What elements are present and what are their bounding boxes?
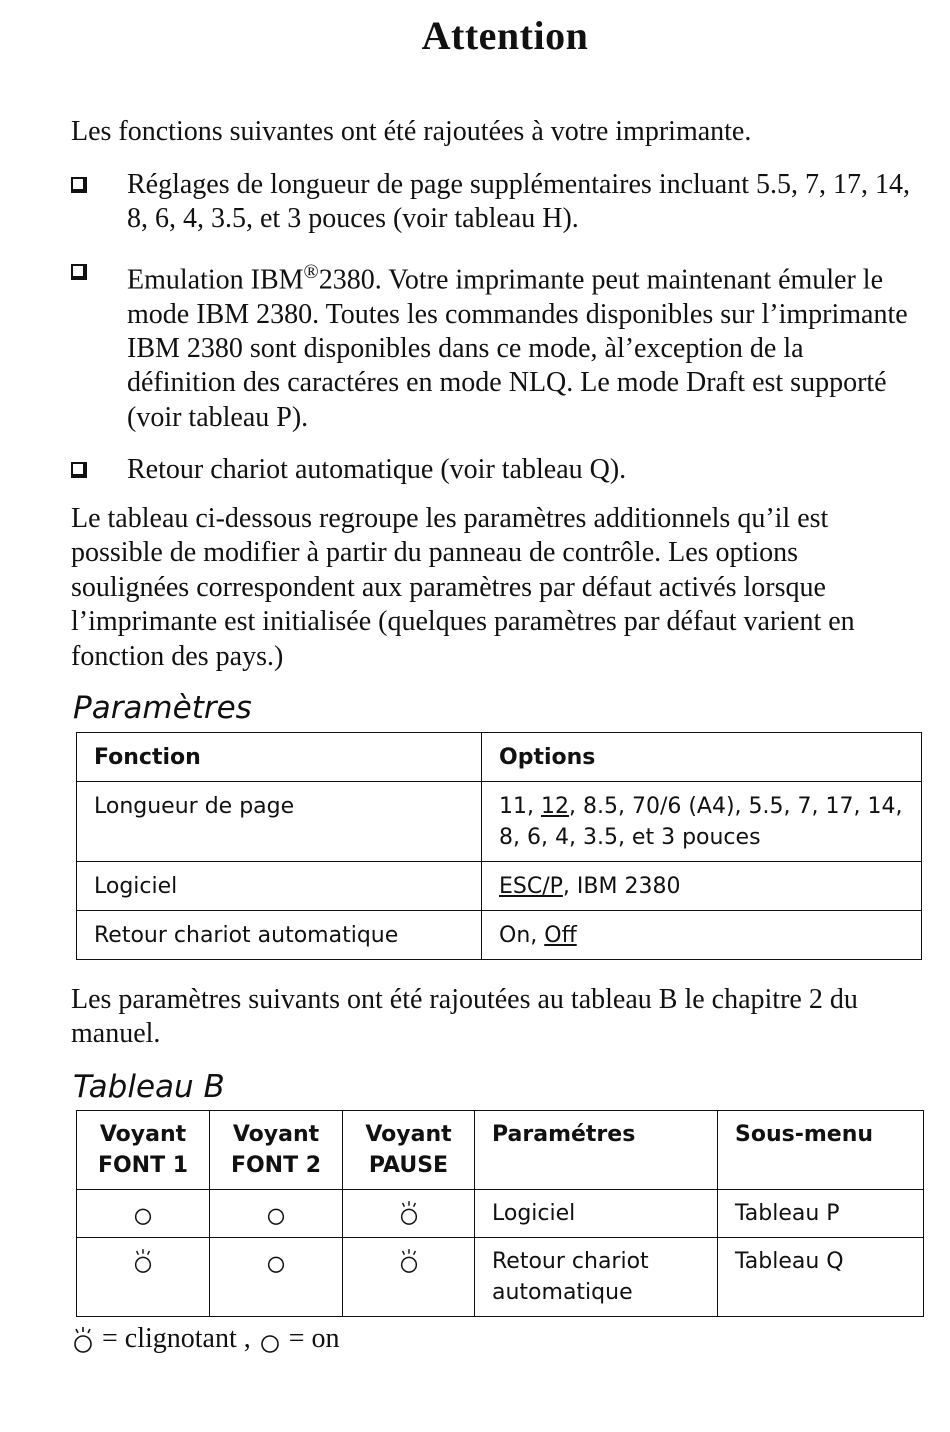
- cell-font2: [210, 1238, 343, 1317]
- option-text: , IBM 2380: [562, 874, 681, 899]
- list-item: [71, 453, 916, 487]
- feature-list: [71, 168, 916, 506]
- list-item: [71, 255, 916, 435]
- table-header-row: [77, 1111, 924, 1190]
- table-header-row: [77, 733, 922, 782]
- cell-fonction: Retour chariot automatique: [77, 911, 482, 960]
- table-row: [77, 1238, 924, 1317]
- column-header-sous-menu: Sous-menu: [718, 1111, 924, 1190]
- column-header-font1: [77, 1111, 210, 1190]
- cell-parametre: Retour chariot automatique: [475, 1238, 718, 1317]
- parametres-caption: Paramètres: [73, 690, 252, 726]
- option-text: 11,: [499, 794, 541, 819]
- header-line: FONT 2: [230, 1153, 322, 1178]
- option-text: On,: [499, 923, 545, 948]
- column-header-pause: [343, 1111, 475, 1190]
- table-row: [77, 1190, 924, 1238]
- cell-fonction: Logiciel: [77, 862, 482, 911]
- on-icon: [265, 1200, 287, 1228]
- cell-options: [482, 862, 922, 911]
- option-text: , 8.5, 70/6 (A4), 5.5, 7, 17, 14, 8, 6, 4, 3.5, et 3 pouces: [499, 794, 903, 850]
- list-item-text: 2380. Votre imprimante peut maintenant émuler le mode IBM 2380. Toutes les commandes disponibles sur l’imprimante IBM 2380 sont disponibles dans ce mode, àl’exception de la définition des caractéres en mode NLQ. Le mode Draft est supporté (voir tableau P).: [127, 264, 908, 433]
- checkbox-bullet-icon: [71, 264, 87, 280]
- registered-mark: ®: [303, 260, 319, 283]
- cell-fonction: Longueur de page: [77, 782, 482, 862]
- header-line: Voyant: [232, 1122, 320, 1147]
- default-option: ESC/P: [499, 874, 563, 899]
- header-line: FONT 1: [97, 1153, 189, 1178]
- table-row: [77, 862, 922, 911]
- paragraph-tableau-b-intro: Les paramètres suivants ont été rajoutées au tableau B le chapitre 2 du manuel.: [71, 984, 858, 1050]
- list-item: [71, 168, 916, 237]
- cell-sous-menu: Tableau Q: [718, 1238, 924, 1317]
- cell-pause: [343, 1238, 475, 1317]
- legend-blinking-text: = clignotant ,: [102, 1323, 251, 1354]
- header-line: PAUSE: [368, 1153, 449, 1178]
- column-header-fonction: Fonction: [77, 733, 482, 782]
- intro-text: Les fonctions suivantes ont été rajoutées à votre imprimante.: [71, 116, 752, 147]
- list-item-text: Emulation IBM: [127, 264, 304, 296]
- tableau-b-table: [76, 1110, 924, 1317]
- cell-pause: [343, 1190, 475, 1238]
- table-row: [77, 911, 922, 960]
- column-header-font2: [210, 1111, 343, 1190]
- column-header-parametres: Paramétres: [475, 1111, 718, 1190]
- cell-parametre: Logiciel: [475, 1190, 718, 1238]
- header-line: Voyant: [365, 1122, 452, 1147]
- list-item-text: Réglages de longueur de page supplémentaires incluant 5.5, 7, 17, 14, 8, 6, 4, 3.5, et 3 pouces (voir tableau H).: [127, 169, 911, 235]
- on-icon: [132, 1200, 154, 1228]
- legend: [71, 1323, 340, 1356]
- cell-options: [482, 911, 922, 960]
- checkbox-bullet-icon: [71, 462, 87, 478]
- list-item-text: Retour chariot automatique (voir tableau Q).: [127, 454, 627, 486]
- paragraph-parameters-intro: Le tableau ci-dessous regroupe les paramètres additionnels qu’il est possible de modifier à partir du panneau de contrôle. Les options soulignées correspondent aux paramètres par défaut activés lorsque l’imprimante est initialisée (quelques paramètres par défaut varient en fonction des pays.): [71, 503, 855, 672]
- default-option: Off: [544, 923, 577, 948]
- cell-font1: [77, 1238, 210, 1317]
- tableau-b-caption: Tableau B: [73, 1069, 225, 1105]
- column-header-options: Options: [482, 733, 922, 782]
- parametres-table: [76, 732, 922, 960]
- checkbox-bullet-icon: [71, 177, 87, 193]
- cell-sous-menu: Tableau P: [718, 1190, 924, 1238]
- cell-font1: [77, 1190, 210, 1238]
- blinking-icon: [71, 1326, 95, 1356]
- on-icon: [265, 1248, 287, 1276]
- blinking-icon: [132, 1248, 154, 1276]
- table-row: [77, 782, 922, 862]
- blinking-icon: [398, 1248, 420, 1276]
- blinking-icon: [398, 1200, 420, 1228]
- legend-on-text: = on: [288, 1323, 340, 1354]
- on-icon: [258, 1326, 282, 1356]
- header-line: Voyant: [99, 1122, 187, 1147]
- cell-font2: [210, 1190, 343, 1238]
- cell-options: [482, 782, 922, 862]
- page-title: Attention: [421, 13, 589, 58]
- default-option: 12: [540, 794, 569, 819]
